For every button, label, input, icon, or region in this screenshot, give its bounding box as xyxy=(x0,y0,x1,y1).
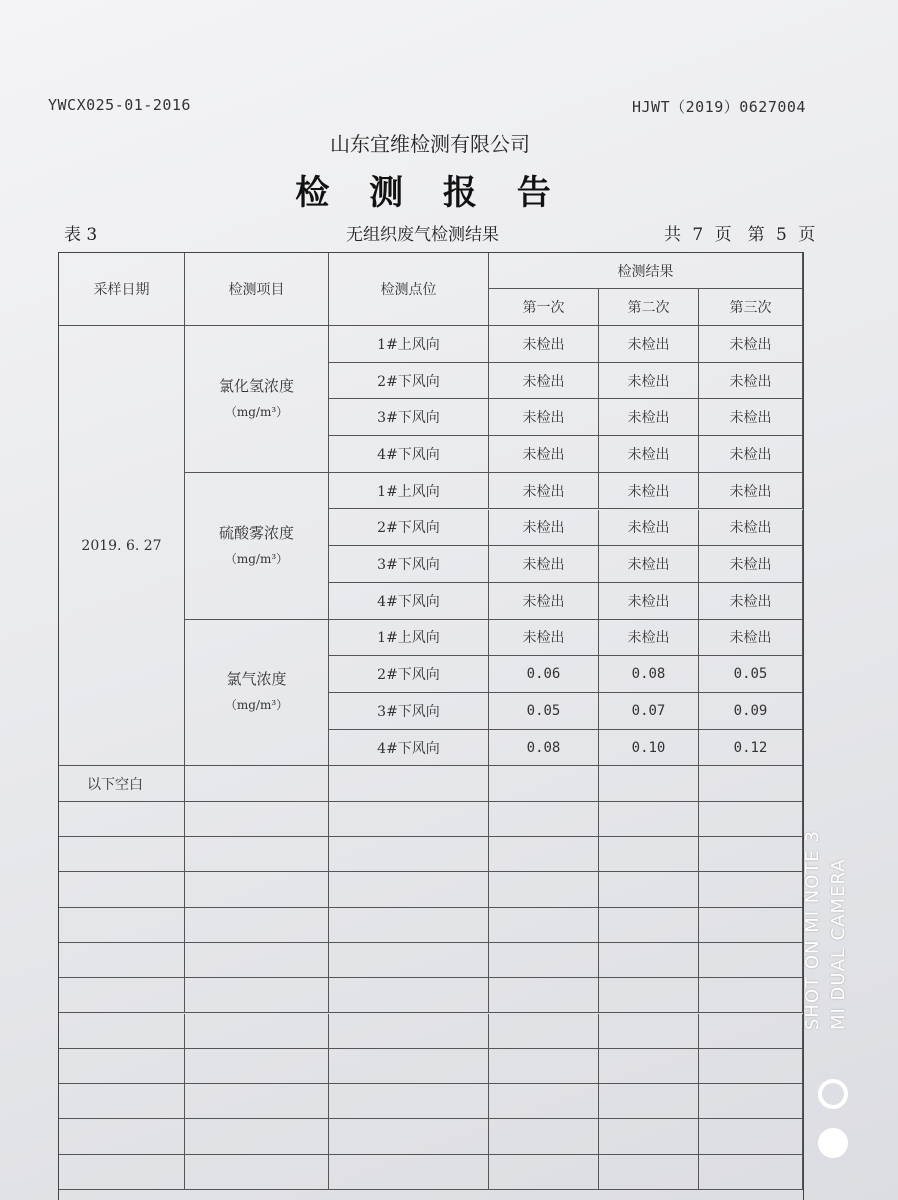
current-page: 第 5 页 xyxy=(747,225,816,245)
empty-cell xyxy=(329,766,489,801)
empty-cell xyxy=(329,1049,489,1084)
empty-cell xyxy=(599,1084,699,1119)
result-cell: 未检出 xyxy=(599,399,699,436)
empty-cell xyxy=(59,1014,185,1049)
empty-cell xyxy=(699,766,803,801)
result-cell: 未检出 xyxy=(599,363,699,400)
sampling-point: 2#下风向 xyxy=(329,656,489,693)
camera-watermark xyxy=(800,830,852,1030)
empty-cell xyxy=(599,872,699,907)
empty-cell xyxy=(329,908,489,943)
empty-cell xyxy=(185,908,329,943)
empty-cell xyxy=(699,1155,803,1190)
result-cell: 未检出 xyxy=(599,510,699,547)
watermark-line-1: SHOT ON MI NOTE 3 xyxy=(802,830,823,1030)
empty-cell xyxy=(489,1119,599,1154)
empty-cell xyxy=(489,1155,599,1190)
sampling-point: 3#下风向 xyxy=(329,546,489,583)
result-cell: 未检出 xyxy=(699,546,803,583)
result-cell: 未检出 xyxy=(699,510,803,547)
empty-cell xyxy=(185,978,329,1013)
result-cell: 0.06 xyxy=(489,656,599,693)
page-indicator xyxy=(664,220,815,245)
empty-cell xyxy=(599,837,699,872)
result-cell: 未检出 xyxy=(599,546,699,583)
empty-cell xyxy=(489,1014,599,1049)
empty-cell xyxy=(699,1084,803,1119)
test-item xyxy=(185,473,329,620)
empty-cell xyxy=(699,1119,803,1154)
empty-cell xyxy=(489,872,599,907)
result-cell: 未检出 xyxy=(599,436,699,473)
empty-cell xyxy=(599,943,699,978)
empty-cell xyxy=(489,766,599,801)
empty-cell xyxy=(185,1119,329,1154)
result-cell: 0.08 xyxy=(599,656,699,693)
empty-cell xyxy=(699,802,803,837)
empty-cell xyxy=(59,1084,185,1119)
empty-cell xyxy=(489,908,599,943)
sampling-point: 4#下风向 xyxy=(329,730,489,767)
result-cell: 未检出 xyxy=(489,399,599,436)
result-cell: 未检出 xyxy=(489,326,599,363)
empty-cell xyxy=(59,1119,185,1154)
empty-cell xyxy=(699,1014,803,1049)
empty-cell xyxy=(699,1049,803,1084)
result-cell: 未检出 xyxy=(699,436,803,473)
sampling-point: 2#下风向 xyxy=(329,363,489,400)
empty-cell xyxy=(599,802,699,837)
empty-cell xyxy=(699,908,803,943)
empty-cell xyxy=(329,978,489,1013)
lens-ring-icon xyxy=(818,1079,848,1109)
empty-cell xyxy=(599,978,699,1013)
form-code: YWCX025-01-2016 xyxy=(48,96,191,114)
empty-cell xyxy=(599,1119,699,1154)
result-cell: 0.10 xyxy=(599,730,699,767)
empty-cell xyxy=(489,1084,599,1119)
sampling-point: 2#下风向 xyxy=(329,510,489,547)
empty-cell xyxy=(489,1049,599,1084)
header-second: 第二次 xyxy=(599,289,699,326)
empty-cell xyxy=(699,978,803,1013)
result-cell: 未检出 xyxy=(599,326,699,363)
blank-note: 以下空白 xyxy=(59,766,185,801)
test-item xyxy=(185,620,329,767)
result-cell: 未检出 xyxy=(489,436,599,473)
report-title: 检 测 报 告 xyxy=(295,173,565,213)
empty-cell xyxy=(59,872,185,907)
header-point: 检测点位 xyxy=(329,253,489,326)
empty-cell xyxy=(699,837,803,872)
test-item xyxy=(185,326,329,473)
result-cell: 未检出 xyxy=(699,326,803,363)
empty-cell xyxy=(59,908,185,943)
test-item-unit: （mg/m³） xyxy=(224,404,289,419)
result-cell: 0.09 xyxy=(699,693,803,730)
result-cell: 未检出 xyxy=(599,583,699,620)
table-subtitle: 无组织废气检测结果 xyxy=(346,225,499,245)
empty-cell xyxy=(329,1155,489,1190)
empty-cell xyxy=(59,1155,185,1190)
result-cell: 未检出 xyxy=(699,363,803,400)
test-item-name: 氯气浓度 xyxy=(226,670,287,689)
test-item-name: 氯化氢浓度 xyxy=(218,376,294,395)
empty-cell xyxy=(489,802,599,837)
test-item-name: 硫酸雾浓度 xyxy=(218,523,294,542)
results-table xyxy=(58,252,804,1200)
header-date: 采样日期 xyxy=(59,253,185,326)
empty-cell xyxy=(329,872,489,907)
empty-cell xyxy=(185,872,329,907)
empty-cell xyxy=(185,802,329,837)
result-cell: 未检出 xyxy=(699,620,803,657)
sampling-date: 2019. 6. 27 xyxy=(59,326,185,766)
header-third: 第三次 xyxy=(699,289,803,326)
empty-cell xyxy=(329,802,489,837)
result-cell: 未检出 xyxy=(489,583,599,620)
empty-cell xyxy=(329,1119,489,1154)
result-cell: 未检出 xyxy=(599,473,699,510)
result-cell: 未检出 xyxy=(489,620,599,657)
sampling-point: 1#上风向 xyxy=(329,473,489,510)
sampling-point: 4#下风向 xyxy=(329,583,489,620)
sampling-point: 3#下风向 xyxy=(329,693,489,730)
empty-cell xyxy=(59,943,185,978)
empty-cell xyxy=(699,872,803,907)
empty-cell xyxy=(489,978,599,1013)
sampling-point: 4#下风向 xyxy=(329,436,489,473)
test-item-unit: （mg/m³） xyxy=(224,698,289,713)
empty-cell xyxy=(599,1014,699,1049)
sampling-point: 1#上风向 xyxy=(329,620,489,657)
sampling-point: 3#下风向 xyxy=(329,399,489,436)
empty-cell xyxy=(185,1155,329,1190)
result-cell: 未检出 xyxy=(489,473,599,510)
empty-cell xyxy=(59,802,185,837)
empty-cell xyxy=(59,978,185,1013)
report-code: HJWT（2019）0627004 xyxy=(632,98,806,116)
company-name: 山东宜维检测有限公司 xyxy=(330,132,530,156)
result-cell: 未检出 xyxy=(699,473,803,510)
empty-cell xyxy=(59,1049,185,1084)
empty-cell xyxy=(489,943,599,978)
result-cell: 未检出 xyxy=(489,510,599,547)
test-item-unit: （mg/m³） xyxy=(224,551,289,566)
header-result: 检测结果 xyxy=(489,253,803,289)
header-first: 第一次 xyxy=(489,289,599,326)
empty-cell xyxy=(185,1014,329,1049)
empty-cell xyxy=(599,908,699,943)
empty-cell xyxy=(599,766,699,801)
sampling-point: 1#上风向 xyxy=(329,326,489,363)
empty-cell xyxy=(185,1049,329,1084)
empty-cell xyxy=(329,943,489,978)
result-cell: 未检出 xyxy=(699,583,803,620)
total-pages: 共 7 页 xyxy=(664,225,732,245)
lens-dot-icon xyxy=(818,1128,848,1158)
result-cell: 未检出 xyxy=(489,363,599,400)
result-cell: 0.05 xyxy=(489,693,599,730)
result-cell: 0.07 xyxy=(599,693,699,730)
empty-cell xyxy=(185,766,329,801)
empty-cell xyxy=(599,1155,699,1190)
result-cell: 0.08 xyxy=(489,730,599,767)
empty-cell xyxy=(699,943,803,978)
header-item: 检测项目 xyxy=(185,253,329,326)
result-cell: 0.05 xyxy=(699,656,803,693)
empty-cell xyxy=(185,837,329,872)
empty-cell xyxy=(329,1084,489,1119)
empty-cell xyxy=(185,1084,329,1119)
empty-cell xyxy=(329,1014,489,1049)
empty-cell xyxy=(185,943,329,978)
empty-cell xyxy=(489,837,599,872)
empty-cell xyxy=(329,837,489,872)
result-cell: 未检出 xyxy=(599,620,699,657)
result-cell: 未检出 xyxy=(489,546,599,583)
result-cell: 未检出 xyxy=(699,399,803,436)
empty-cell xyxy=(59,837,185,872)
table-number: 表 3 xyxy=(64,225,98,245)
result-cell: 0.12 xyxy=(699,730,803,767)
watermark-line-2: MI DUAL CAMERA xyxy=(828,858,849,1030)
empty-cell xyxy=(599,1049,699,1084)
